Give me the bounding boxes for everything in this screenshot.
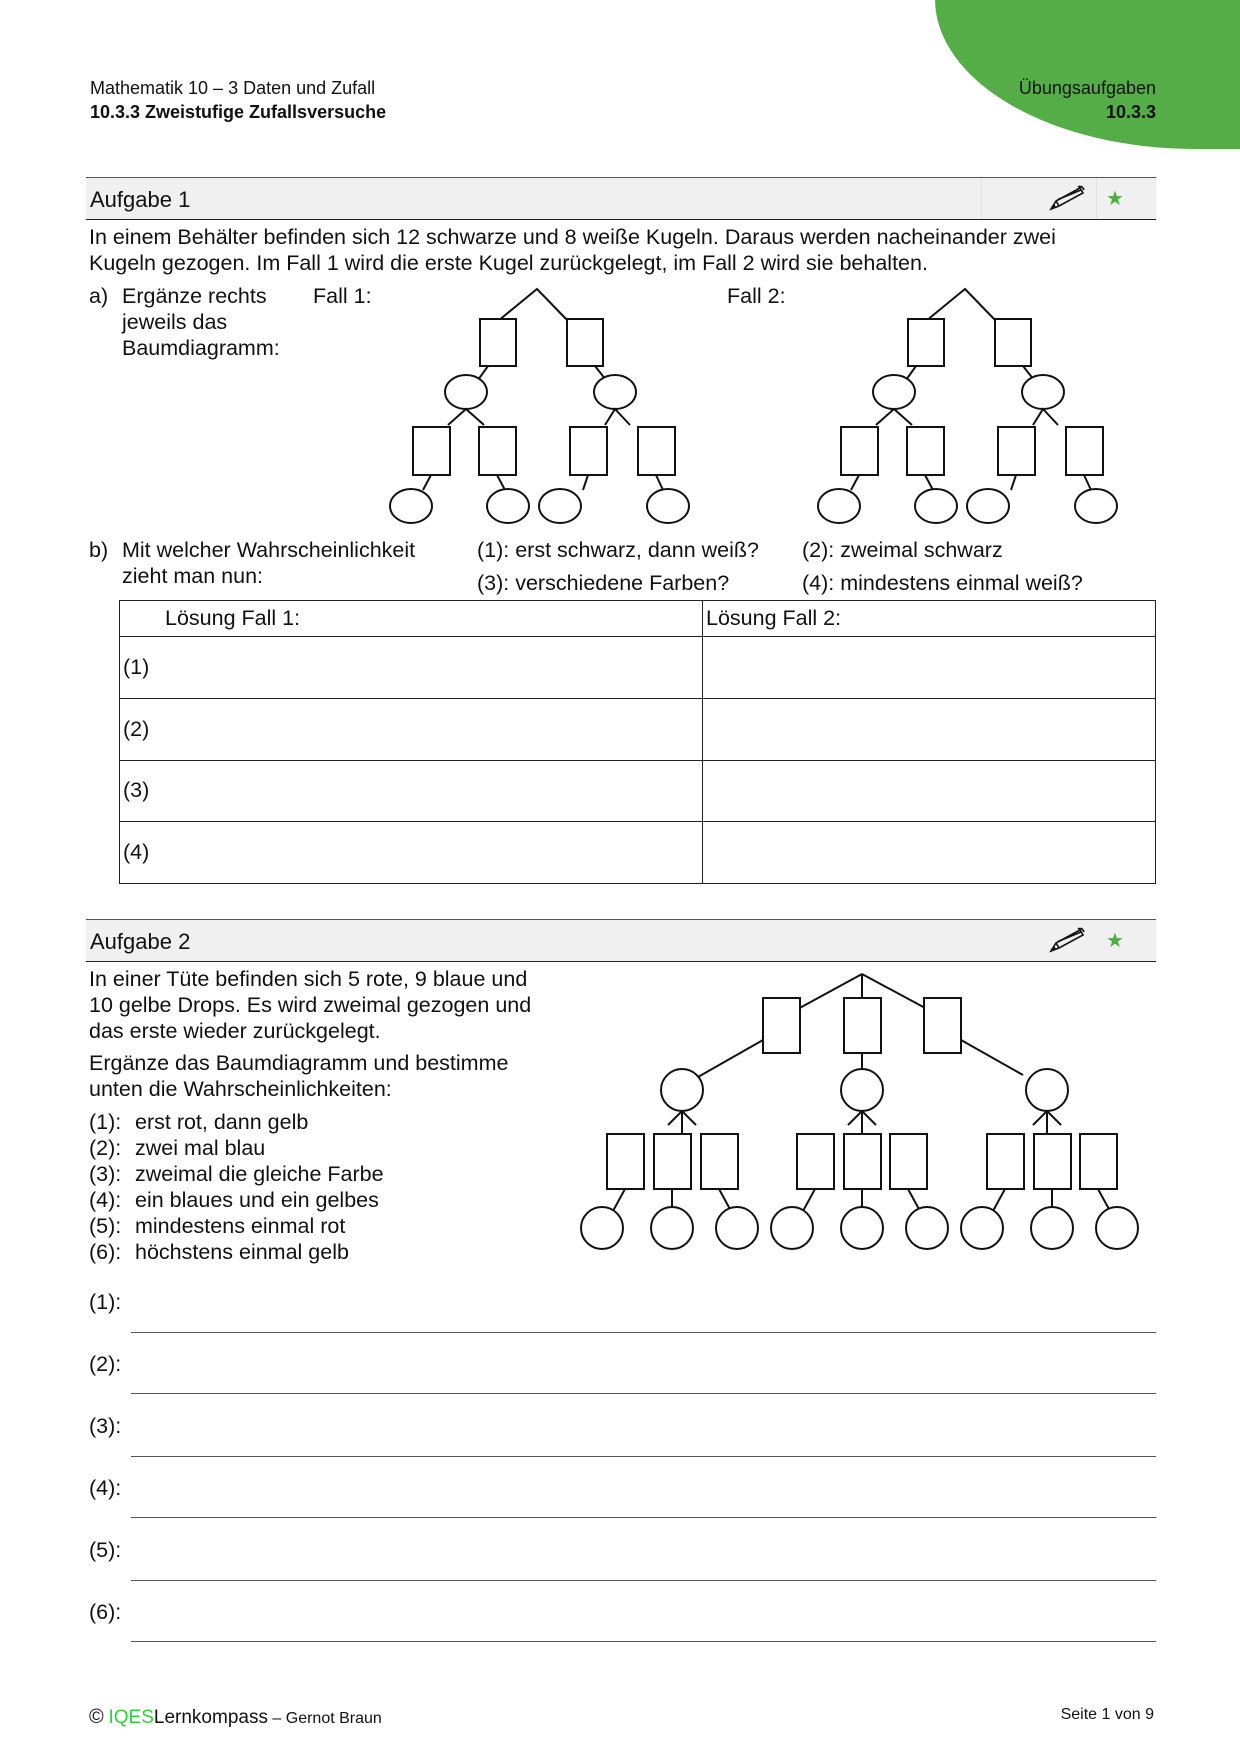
part-a-line2: jeweils das bbox=[122, 310, 228, 334]
branch-box[interactable] bbox=[841, 427, 878, 475]
answer-line-5[interactable] bbox=[131, 1580, 1156, 1581]
outcome-node[interactable] bbox=[915, 489, 957, 523]
answer-cell-fall2[interactable] bbox=[703, 637, 1156, 699]
aufgabe2-task-line2: unten die Wahrscheinlichkeiten: bbox=[89, 1077, 392, 1101]
fall1-label: Fall 1: bbox=[313, 284, 372, 308]
outcome-node[interactable] bbox=[1075, 489, 1117, 523]
author: – Gernot Braun bbox=[267, 1710, 382, 1727]
outcome-node[interactable] bbox=[651, 1207, 693, 1249]
branch-box[interactable] bbox=[1034, 1134, 1071, 1189]
copyright-icon: © bbox=[89, 1706, 104, 1728]
q-text-4: ein blaues und ein gelbes bbox=[135, 1188, 379, 1212]
row-label-1[interactable]: (1) bbox=[120, 637, 703, 699]
outcome-node[interactable] bbox=[1026, 1069, 1068, 1111]
divider bbox=[981, 178, 982, 219]
brand-lernkompass: Lernkompass bbox=[153, 1707, 268, 1728]
part-b-line2: zieht man nun: bbox=[122, 564, 264, 588]
branch-box[interactable] bbox=[908, 319, 944, 366]
aufgabe2-header bbox=[86, 919, 1156, 962]
aufgabe1-intro-line1: In einem Behälter befinden sich 12 schwarze und 8 weiße Kugeln. Daraus werden nacheinander zwei bbox=[89, 225, 1056, 249]
q-text-2: zwei mal blau bbox=[135, 1136, 266, 1160]
answer-line-3[interactable] bbox=[131, 1456, 1156, 1457]
question-2: (2): zweimal schwarz bbox=[802, 538, 1003, 562]
outcome-node[interactable] bbox=[390, 489, 432, 523]
tree-diagram-fall2 bbox=[808, 285, 1108, 525]
branch-box[interactable] bbox=[701, 1134, 738, 1189]
q-text-1: erst rot, dann gelb bbox=[135, 1110, 309, 1134]
answer-label-5: (5): bbox=[89, 1538, 122, 1562]
branch-box[interactable] bbox=[890, 1134, 927, 1189]
brand-iqes: IQES bbox=[108, 1707, 154, 1728]
outcome-node[interactable] bbox=[841, 1069, 883, 1111]
subject-line: Mathematik 10 – 3 Daten und Zufall bbox=[90, 78, 376, 98]
header-green-shape bbox=[935, 0, 1240, 149]
answer-line-6[interactable] bbox=[131, 1641, 1156, 1642]
branch-box[interactable] bbox=[1066, 427, 1103, 475]
star-icon: ★ bbox=[1106, 930, 1124, 952]
chapter-title: 10.3.3 Zweistufige Zufallsversuche bbox=[90, 102, 387, 122]
outcome-node[interactable] bbox=[445, 375, 487, 409]
tree-diagram-fall1 bbox=[380, 285, 680, 525]
outcome-node[interactable] bbox=[967, 489, 1009, 523]
q-label-1: (1): bbox=[89, 1110, 122, 1134]
branch-box[interactable] bbox=[907, 427, 944, 475]
branch-box[interactable] bbox=[995, 319, 1031, 366]
answer-label-6: (6): bbox=[89, 1600, 122, 1624]
branch-box[interactable] bbox=[998, 427, 1035, 475]
pencil-icon bbox=[1048, 926, 1086, 954]
q-label-6: (6): bbox=[89, 1240, 122, 1264]
q-text-5: mindestens einmal rot bbox=[135, 1214, 346, 1238]
branch-box[interactable] bbox=[797, 1134, 834, 1189]
answer-line-2[interactable] bbox=[131, 1393, 1156, 1394]
tree-diagram-aufgabe2 bbox=[575, 970, 1155, 1260]
answer-cell-fall2[interactable] bbox=[703, 699, 1156, 761]
branch-box[interactable] bbox=[987, 1134, 1024, 1189]
outcome-node[interactable] bbox=[906, 1207, 948, 1249]
branch-box[interactable] bbox=[763, 998, 800, 1053]
worksheet-type: Übungsaufgaben bbox=[1018, 78, 1156, 98]
q-label-3: (3): bbox=[89, 1162, 122, 1186]
part-a-marker: a) bbox=[89, 284, 109, 308]
outcome-node[interactable] bbox=[873, 375, 915, 409]
aufgabe2-intro-line1: In einer Tüte befinden sich 5 rote, 9 blaue und bbox=[89, 967, 528, 991]
aufgabe1-title: Aufgabe 1 bbox=[90, 187, 191, 212]
outcome-node[interactable] bbox=[647, 489, 689, 523]
aufgabe1-intro-line2: Kugeln gezogen. Im Fall 1 wird die erste Kugel zurückgelegt, im Fall 2 wird sie behalten. bbox=[89, 251, 928, 275]
divider bbox=[1096, 178, 1097, 219]
part-a-line3: Baumdiagramm: bbox=[122, 336, 280, 360]
outcome-node[interactable] bbox=[716, 1207, 758, 1249]
outcome-node[interactable] bbox=[771, 1207, 813, 1249]
question-3: (3): verschiedene Farben? bbox=[477, 571, 730, 595]
outcome-node[interactable] bbox=[1022, 375, 1064, 409]
star-icon: ★ bbox=[1106, 188, 1124, 210]
part-b-line1: Mit welcher Wahrscheinlichkeit bbox=[122, 538, 416, 562]
branch-box[interactable] bbox=[844, 1134, 881, 1189]
branch-box[interactable] bbox=[480, 319, 516, 366]
aufgabe2-title: Aufgabe 2 bbox=[90, 929, 191, 954]
branch-box[interactable] bbox=[413, 427, 450, 475]
outcome-node[interactable] bbox=[841, 1207, 883, 1249]
question-1: (1): erst schwarz, dann weiß? bbox=[477, 538, 759, 562]
answer-label-2: (2): bbox=[89, 1352, 122, 1376]
outcome-node[interactable] bbox=[539, 489, 581, 523]
outcome-node[interactable] bbox=[1096, 1207, 1138, 1249]
part-a-line1: Ergänze rechts bbox=[122, 284, 267, 308]
outcome-node[interactable] bbox=[818, 489, 860, 523]
q-label-5: (5): bbox=[89, 1214, 122, 1238]
branch-box[interactable] bbox=[924, 998, 961, 1053]
worksheet-number: 10.3.3 bbox=[1105, 102, 1156, 122]
answer-cell-fall2[interactable] bbox=[703, 760, 1156, 822]
pencil-icon bbox=[1048, 184, 1086, 212]
answer-line-4[interactable] bbox=[131, 1517, 1156, 1518]
row-label-3[interactable]: (3) bbox=[120, 760, 703, 822]
aufgabe2-intro-line3: das erste wieder zurückgelegt. bbox=[89, 1019, 381, 1043]
branch-box[interactable] bbox=[654, 1134, 691, 1189]
row-label-4[interactable]: (4) bbox=[120, 822, 703, 884]
branch-box[interactable] bbox=[844, 998, 881, 1053]
answer-cell-fall2[interactable] bbox=[703, 822, 1156, 884]
outcome-node[interactable] bbox=[594, 375, 636, 409]
row-label-2[interactable]: (2) bbox=[120, 699, 703, 761]
answer-line-1[interactable] bbox=[131, 1332, 1156, 1333]
q-label-4: (4): bbox=[89, 1188, 122, 1212]
aufgabe1-header bbox=[86, 177, 1156, 220]
branch-box[interactable] bbox=[570, 427, 607, 475]
outcome-node[interactable] bbox=[961, 1207, 1003, 1249]
branch-box[interactable] bbox=[638, 427, 675, 475]
outcome-node[interactable] bbox=[581, 1207, 623, 1249]
answer-label-1: (1): bbox=[89, 1290, 122, 1314]
outcome-node[interactable] bbox=[1031, 1207, 1073, 1249]
aufgabe2-task-line1: Ergänze das Baumdiagramm und bestimme bbox=[89, 1051, 509, 1075]
fall2-label: Fall 2: bbox=[727, 284, 786, 308]
branch-box[interactable] bbox=[567, 319, 603, 366]
outcome-node[interactable] bbox=[487, 489, 529, 523]
branch-box[interactable] bbox=[479, 427, 516, 475]
answer-label-4: (4): bbox=[89, 1476, 122, 1500]
header-fall1: Lösung Fall 1: bbox=[120, 601, 703, 637]
header-fall2: Lösung Fall 2: bbox=[703, 601, 1156, 637]
outcome-node[interactable] bbox=[661, 1069, 703, 1111]
page-number: Seite 1 von 9 bbox=[1060, 1706, 1154, 1723]
aufgabe2-intro-line2: 10 gelbe Drops. Es wird zweimal gezogen und bbox=[89, 993, 532, 1017]
q-label-2: (2): bbox=[89, 1136, 122, 1160]
q-text-6: höchstens einmal gelb bbox=[135, 1240, 349, 1264]
answer-label-3: (3): bbox=[89, 1414, 122, 1438]
part-b-marker: b) bbox=[89, 538, 109, 562]
question-4: (4): mindestens einmal weiß? bbox=[802, 571, 1083, 595]
branch-box[interactable] bbox=[607, 1134, 644, 1189]
branch-box[interactable] bbox=[1080, 1134, 1117, 1189]
solution-table bbox=[119, 600, 1156, 884]
q-text-3: zweimal die gleiche Farbe bbox=[135, 1162, 384, 1186]
footer-brand bbox=[89, 1706, 382, 1729]
